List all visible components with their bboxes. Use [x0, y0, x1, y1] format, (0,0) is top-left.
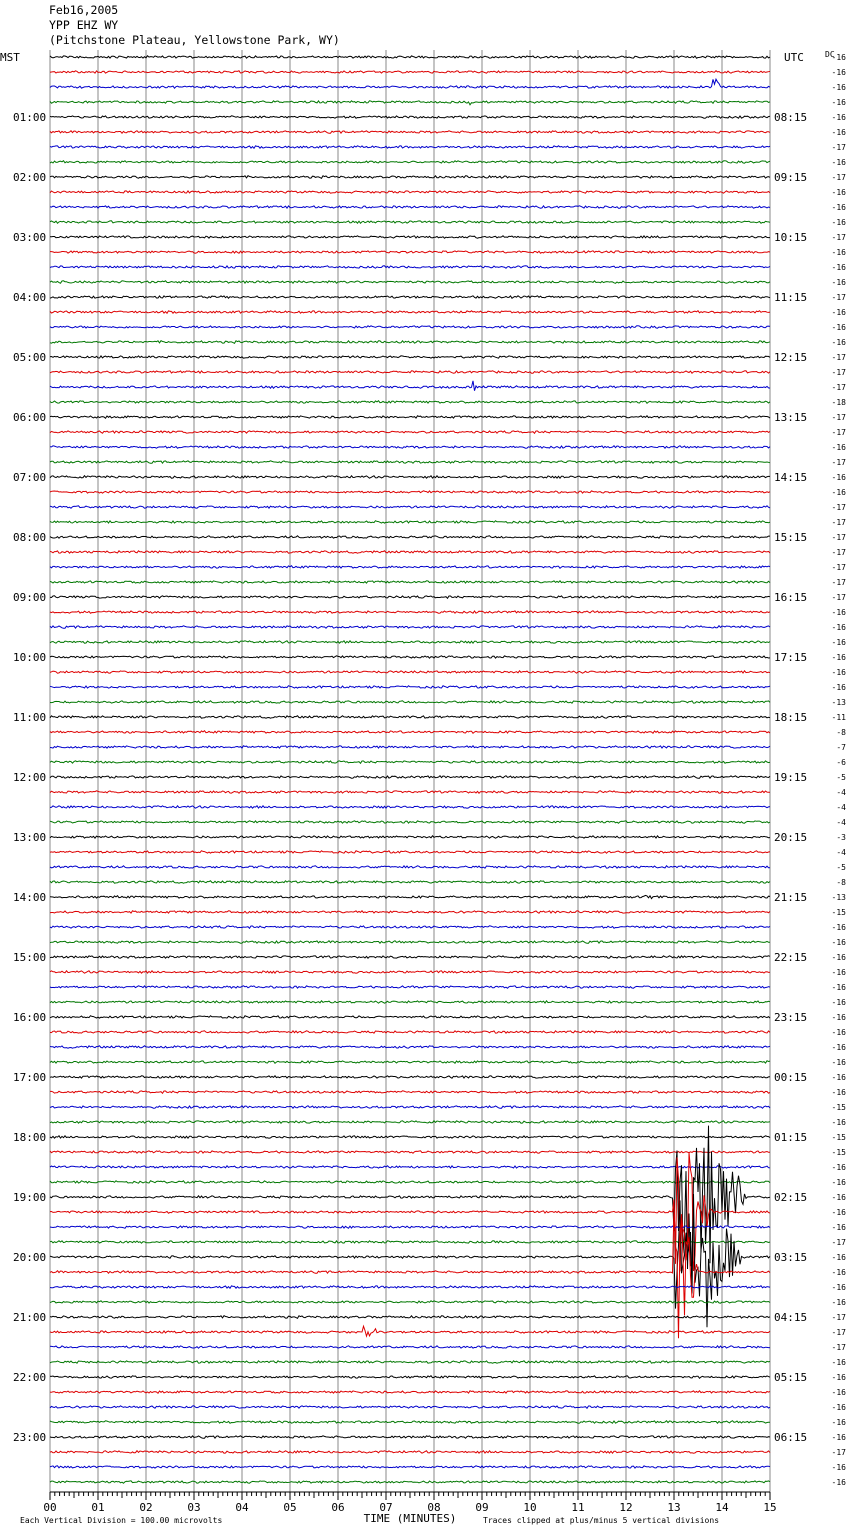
dc-offset-value: -17: [831, 293, 846, 302]
dc-offset-value: -16: [831, 1043, 846, 1052]
seismic-trace: [50, 641, 770, 643]
seismic-trace: [50, 986, 770, 988]
right-hour-label: 11:15: [774, 291, 808, 304]
dc-offset-value: -3: [836, 833, 846, 842]
dc-offset-value: -16: [831, 158, 846, 167]
seismic-trace: [50, 566, 770, 569]
dc-offset-value: -16: [831, 473, 846, 482]
right-hour-label: 21:15: [774, 891, 808, 904]
seismic-trace: [50, 416, 770, 419]
dc-offset-value: -17: [831, 233, 846, 242]
left-hour-label: 20:00: [13, 1251, 47, 1264]
seismic-trace: [50, 431, 770, 434]
right-hour-label: 15:15: [774, 531, 808, 544]
dc-offset-value: -16: [831, 308, 846, 317]
seismic-trace: [50, 866, 770, 868]
seismic-trace: [50, 911, 770, 913]
seismic-trace: [50, 1121, 770, 1124]
seismic-trace: [50, 971, 770, 973]
left-hour-label: 17:00: [13, 1071, 47, 1084]
seismic-trace: [50, 1016, 770, 1019]
dc-offset-value: -16: [831, 1358, 846, 1367]
dc-offset-value: -15: [831, 1148, 846, 1157]
seismic-trace: [50, 791, 770, 794]
dc-offset-value: -16: [831, 1373, 846, 1382]
seismic-trace: [50, 836, 770, 838]
dc-offset-value: -17: [831, 533, 846, 542]
dc-offset-value: -16: [831, 668, 846, 677]
seismic-trace: [50, 251, 770, 253]
seismic-trace: [50, 806, 770, 808]
left-hour-label: 06:00: [13, 411, 47, 424]
seismic-trace: [50, 521, 770, 524]
seismic-trace: [50, 1001, 770, 1003]
left-hour-label: 21:00: [13, 1311, 47, 1324]
seismic-trace: [50, 1151, 770, 1153]
footer-scale-note: Each Vertical Division = 100.00 microvolts: [20, 1516, 223, 1525]
right-axis-label: UTC: [784, 51, 804, 64]
seismic-trace: [50, 206, 770, 208]
seismic-trace: [50, 1361, 770, 1363]
seismic-trace: [50, 581, 770, 583]
dc-offset-value: -16: [831, 113, 846, 122]
chart-location: (Pitchstone Plateau, Yellowstone Park, WY): [49, 33, 340, 47]
seismic-trace: [50, 761, 770, 764]
dc-offset-value: -16: [831, 1403, 846, 1412]
x-tick-label: 02: [139, 1501, 153, 1514]
right-hour-label: 01:15: [774, 1131, 808, 1144]
seismic-trace: [50, 596, 770, 599]
seismic-trace: [50, 551, 770, 553]
x-tick-label: 10: [523, 1501, 537, 1514]
seismic-trace: [50, 686, 770, 689]
seismic-trace: [50, 1376, 770, 1379]
seismic-trace: [50, 161, 770, 164]
seismic-trace: [50, 1466, 770, 1468]
dc-offset-value: -16: [831, 1478, 846, 1487]
dc-offset-value: -17: [831, 548, 846, 557]
seismic-trace: [50, 381, 770, 391]
dc-offset-value: -18: [831, 398, 846, 407]
x-tick-label: 09: [475, 1501, 489, 1514]
left-hour-label: 16:00: [13, 1011, 47, 1024]
seismic-trace: [50, 1152, 770, 1271]
dc-offset-value: -17: [831, 1328, 846, 1337]
dc-offset-value: -16: [831, 1298, 846, 1307]
seismic-trace: [50, 1451, 770, 1454]
dc-offset-value: -16: [831, 1388, 846, 1397]
dc-offset-value: -17: [831, 1313, 846, 1322]
seismic-trace: [50, 1091, 770, 1094]
seismic-trace: [50, 191, 770, 193]
dc-offset-value: -16: [831, 338, 846, 347]
left-hour-label: 19:00: [13, 1191, 47, 1204]
seismic-trace: [50, 1436, 770, 1438]
dc-offset-value: -16: [831, 263, 846, 272]
left-hour-label: 12:00: [13, 771, 47, 784]
left-hour-label: 15:00: [13, 951, 47, 964]
seismic-trace: [50, 341, 770, 344]
dc-offset-value: -16: [831, 488, 846, 497]
dc-offset-value: -17: [831, 143, 846, 152]
right-hour-label: 23:15: [774, 1011, 808, 1024]
x-tick-label: 04: [235, 1501, 249, 1514]
dc-offset-value: -5: [836, 863, 846, 872]
dc-offset-value: -16: [831, 923, 846, 932]
dc-offset-value: -17: [831, 383, 846, 392]
x-tick-label: 13: [667, 1501, 681, 1514]
seismic-trace: [50, 116, 770, 118]
x-tick-label: 03: [187, 1501, 201, 1514]
right-hour-label: 05:15: [774, 1371, 808, 1384]
right-hour-label: 00:15: [774, 1071, 808, 1084]
axis-labels: [0, 50, 846, 1525]
right-hour-label: 20:15: [774, 831, 808, 844]
left-hour-label: 01:00: [13, 111, 47, 124]
dc-offset-value: -7: [836, 743, 846, 752]
x-tick-label: 12: [619, 1501, 633, 1514]
dc-offset-value: -16: [831, 1433, 846, 1442]
seismic-trace: [50, 491, 770, 493]
x-tick-label: 05: [283, 1501, 297, 1514]
left-hour-label: 18:00: [13, 1131, 47, 1144]
right-hour-label: 17:15: [774, 651, 808, 664]
seismic-trace: [50, 656, 770, 658]
right-hour-label: 13:15: [774, 411, 808, 424]
seismic-trace: [50, 1046, 770, 1049]
dc-offset-value: -16: [831, 638, 846, 647]
left-hour-label: 08:00: [13, 531, 47, 544]
seismic-trace: [50, 476, 770, 479]
seismic-trace: [50, 626, 770, 629]
dc-offset-value: -16: [831, 683, 846, 692]
seismic-trace: [50, 1301, 770, 1304]
seismic-trace: [50, 79, 770, 88]
dc-offset-value: -17: [831, 173, 846, 182]
left-hour-label: 10:00: [13, 651, 47, 664]
x-tick-label: 08: [427, 1501, 441, 1514]
x-tick-label: 14: [715, 1501, 729, 1514]
seismic-trace: [50, 266, 770, 268]
seismic-trace: [50, 1326, 770, 1336]
left-axis-label: MST: [0, 51, 20, 64]
seismic-trace: [50, 101, 770, 105]
right-hour-label: 10:15: [774, 231, 808, 244]
seismic-trace: [50, 851, 770, 854]
x-tick-label: 07: [379, 1501, 393, 1514]
seismic-trace: [50, 281, 770, 284]
dc-offset-value: -16: [831, 203, 846, 212]
dc-offset-value: -17: [831, 563, 846, 572]
dc-offset-value: -16: [831, 128, 846, 137]
left-hour-label: 05:00: [13, 351, 47, 364]
dc-offset-value: -4: [836, 818, 846, 827]
dc-offset-value: -15: [831, 908, 846, 917]
seismic-trace: [50, 941, 770, 944]
dc-offset-value: -8: [836, 878, 846, 887]
seismic-trace: [50, 1194, 770, 1327]
dc-offset-value: -8: [836, 728, 846, 737]
seismic-trace: [50, 776, 770, 779]
seismic-trace: [50, 731, 770, 734]
dc-offset-value: -16: [831, 53, 846, 62]
seismic-trace: [50, 311, 770, 314]
dc-offset-value: -17: [831, 413, 846, 422]
seismic-trace: [50, 1391, 770, 1394]
dc-offset-value: -16: [831, 623, 846, 632]
dc-offset-value: -16: [831, 218, 846, 227]
dc-offset-value: -16: [831, 1058, 846, 1067]
seismic-trace: [50, 1061, 770, 1064]
seismic-trace: [50, 221, 770, 223]
seismic-trace: [50, 1126, 770, 1269]
dc-offset-value: -15: [831, 1133, 846, 1142]
seismic-trace: [50, 1106, 770, 1109]
right-hour-label: 06:15: [774, 1431, 808, 1444]
dc-offset-value: -16: [831, 953, 846, 962]
left-hour-label: 22:00: [13, 1371, 47, 1384]
dc-offset-value: -16: [831, 1193, 846, 1202]
left-hour-label: 13:00: [13, 831, 47, 844]
dc-offset-value: -17: [831, 1448, 846, 1457]
seismic-trace: [50, 671, 770, 673]
dc-offset-value: -16: [831, 998, 846, 1007]
seismic-trace: [50, 1421, 770, 1424]
x-axis-title: TIME (MINUTES): [363, 1512, 457, 1525]
dc-offset-value: -17: [831, 578, 846, 587]
dc-label: DC: [825, 50, 835, 59]
seismic-trace: [50, 895, 770, 898]
seismic-trace: [50, 506, 770, 508]
seismic-trace: [50, 1031, 770, 1033]
left-hour-label: 09:00: [13, 591, 47, 604]
dc-offset-value: -4: [836, 788, 846, 797]
dc-offset-value: -16: [831, 653, 846, 662]
dc-offset-value: -13: [831, 893, 846, 902]
seismic-trace: [50, 1166, 770, 1169]
dc-offset-value: -17: [831, 368, 846, 377]
seismic-trace: [50, 371, 770, 373]
seismic-trace: [50, 461, 770, 463]
seismic-trace: [50, 926, 770, 929]
seismic-trace: [50, 1181, 770, 1183]
seismic-trace: [50, 446, 770, 449]
seismic-trace: [50, 71, 770, 74]
seismic-trace: [50, 716, 770, 718]
dc-offset-value: -16: [831, 1088, 846, 1097]
seismic-trace: [50, 326, 770, 329]
dc-offset-value: -17: [831, 458, 846, 467]
dc-offset-value: -17: [831, 428, 846, 437]
dc-offset-value: -16: [831, 1463, 846, 1472]
dc-offset-value: -17: [831, 503, 846, 512]
dc-offset-value: -16: [831, 1253, 846, 1262]
left-hour-label: 03:00: [13, 231, 47, 244]
right-hour-label: 12:15: [774, 351, 808, 364]
right-hour-label: 18:15: [774, 711, 808, 724]
right-hour-label: 09:15: [774, 171, 808, 184]
dc-offset-value: -16: [831, 278, 846, 287]
seismic-trace: [50, 146, 770, 149]
right-hour-label: 14:15: [774, 471, 808, 484]
right-hour-label: 03:15: [774, 1251, 808, 1264]
seismic-trace: [50, 56, 770, 58]
dc-offset-value: -17: [831, 353, 846, 362]
seismic-trace: [50, 176, 770, 179]
seismic-trace: [50, 1286, 770, 1289]
x-tick-label: 01: [91, 1501, 105, 1514]
dc-offset-value: -16: [831, 188, 846, 197]
x-tick-label: 11: [571, 1501, 585, 1514]
seismic-trace: [50, 1226, 770, 1229]
seismic-trace: [50, 821, 770, 823]
dc-offset-value: -16: [831, 968, 846, 977]
dc-offset-value: -16: [831, 1208, 846, 1217]
seismic-trace: [50, 356, 770, 358]
right-hour-label: 16:15: [774, 591, 808, 604]
dc-offset-value: -16: [831, 983, 846, 992]
dc-offset-value: -17: [831, 518, 846, 527]
dc-offset-value: -16: [831, 938, 846, 947]
right-hour-label: 08:15: [774, 111, 808, 124]
dc-offset-value: -16: [831, 1268, 846, 1277]
dc-offset-value: -16: [831, 1118, 846, 1127]
seismic-trace: [50, 1241, 770, 1243]
dc-offset-value: -16: [831, 1178, 846, 1187]
dc-offset-value: -15: [831, 1103, 846, 1112]
dc-offset-value: -4: [836, 848, 846, 857]
seismic-trace: [50, 746, 770, 748]
seismic-trace: [50, 1481, 770, 1483]
dc-offset-value: -16: [831, 608, 846, 617]
x-tick-label: 15: [763, 1501, 777, 1514]
trace-group: [50, 56, 770, 1483]
dc-offset-value: -16: [831, 1163, 846, 1172]
left-hour-label: 07:00: [13, 471, 47, 484]
dc-offset-value: -16: [831, 323, 846, 332]
dc-offset-value: -16: [831, 1028, 846, 1037]
seismic-trace: [50, 956, 770, 959]
chart-date: Feb16,2005: [49, 3, 119, 17]
dc-offset-value: -6: [836, 758, 846, 767]
dc-offset-value: -13: [831, 698, 846, 707]
seismic-trace: [50, 611, 770, 614]
dc-offset-value: -16: [831, 1223, 846, 1232]
footer-clip-note: Traces clipped at plus/minus 5 vertical divisions: [483, 1516, 720, 1525]
seismic-trace: [50, 1346, 770, 1348]
dc-offset-value: -17: [831, 1238, 846, 1247]
dc-offset-value: -16: [831, 83, 846, 92]
seismic-trace: [50, 1136, 770, 1139]
left-hour-label: 11:00: [13, 711, 47, 724]
seismic-trace: [50, 1406, 770, 1409]
dc-offset-value: -16: [831, 1418, 846, 1427]
left-hour-label: 04:00: [13, 291, 47, 304]
seismic-trace: [50, 701, 770, 703]
right-hour-label: 04:15: [774, 1311, 808, 1324]
dc-offset-value: -17: [831, 593, 846, 602]
seismic-trace: [50, 236, 770, 239]
dc-offset-value: -16: [831, 1283, 846, 1292]
seismic-trace: [50, 296, 770, 299]
dc-offset-value: -16: [831, 1013, 846, 1022]
seismic-trace: [50, 1316, 770, 1319]
right-hour-label: 02:15: [774, 1191, 808, 1204]
seismic-trace: [50, 131, 770, 134]
seismic-trace: [50, 1076, 770, 1078]
dc-offset-value: -16: [831, 68, 846, 77]
dc-offset-value: -16: [831, 98, 846, 107]
x-tick-label: 00: [43, 1501, 57, 1514]
seismic-trace: [50, 536, 770, 538]
seismic-trace: [50, 401, 770, 404]
left-hour-label: 14:00: [13, 891, 47, 904]
chart-station: YPP EHZ WY: [49, 18, 119, 32]
seismic-trace: [50, 881, 770, 883]
dc-offset-value: -11: [831, 713, 846, 722]
right-hour-label: 19:15: [774, 771, 808, 784]
left-hour-label: 02:00: [13, 171, 47, 184]
dc-offset-value: -16: [831, 443, 846, 452]
dc-offset-value: -5: [836, 773, 846, 782]
dc-offset-value: -17: [831, 1343, 846, 1352]
left-hour-label: 23:00: [13, 1431, 47, 1444]
x-tick-label: 06: [331, 1501, 345, 1514]
dc-offset-value: -16: [831, 1073, 846, 1082]
dc-offset-value: -4: [836, 803, 846, 812]
dc-offset-value: -16: [831, 248, 846, 257]
right-hour-label: 22:15: [774, 951, 808, 964]
